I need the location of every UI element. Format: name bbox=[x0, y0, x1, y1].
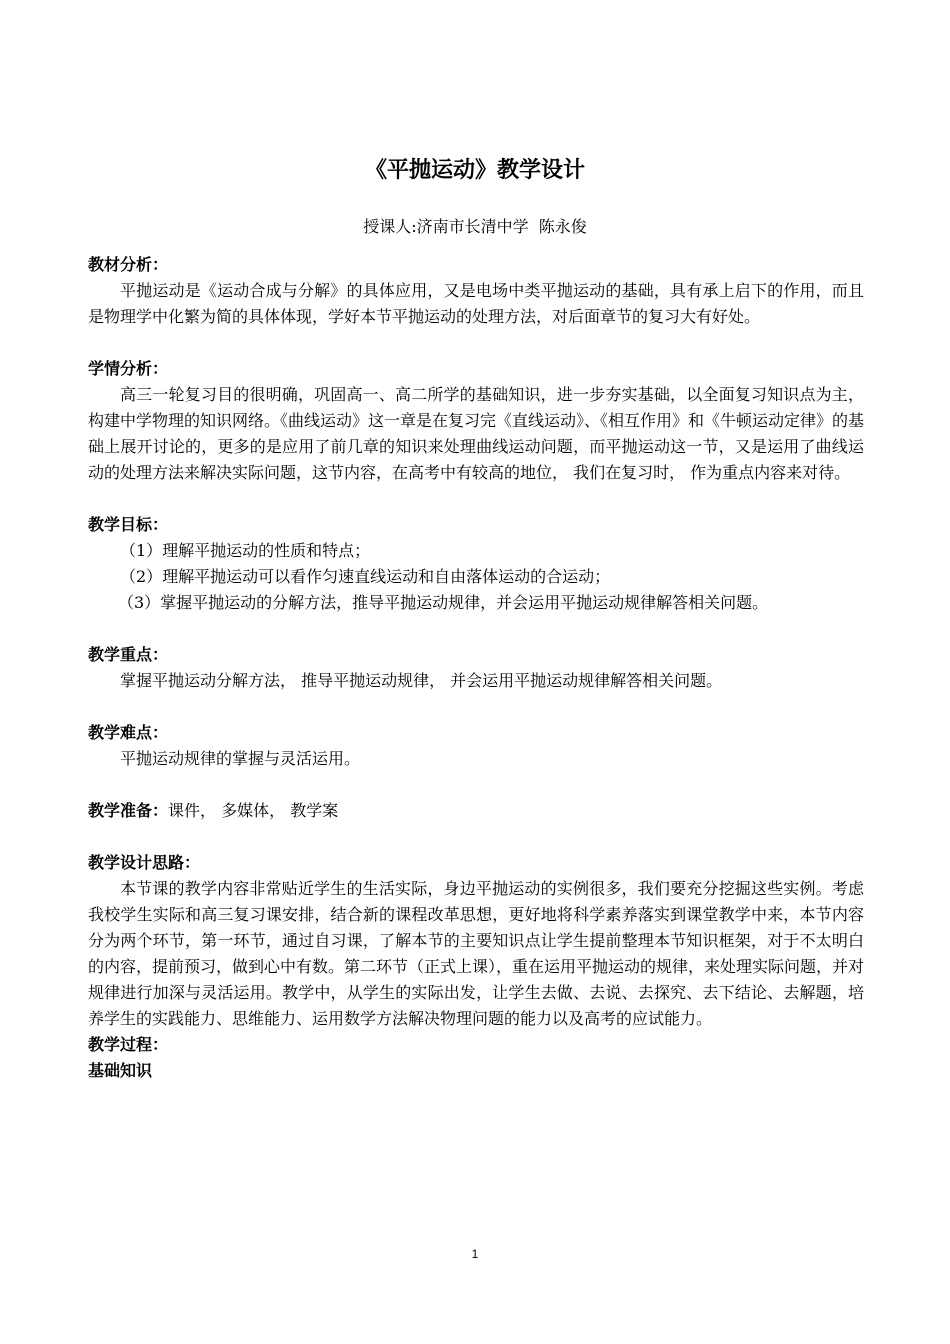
goal-item-2: （2）理解平抛运动可以看作匀速直线运动和自由落体运动的合运动； bbox=[120, 567, 611, 586]
spacer bbox=[88, 772, 864, 798]
goal-item-3: （3）掌握平抛运动的分解方法，推导平抛运动规律，并会运用平抛运动规律解答相关问题。 bbox=[118, 593, 769, 612]
goal-item-1: （1）理解平抛运动的性质和特点； bbox=[120, 541, 371, 560]
material-text: 平抛运动是《运动合成与分解》的具体应用，又是电场中类平抛运动的基础，具有承上启下的作用，而且是物理学中化繁为简的具体体现，学好本节平抛运动的处理方法，对后面章节的复习大有好处。 bbox=[88, 281, 864, 326]
preparation-text: 课件， 多媒体， 教学案 bbox=[168, 801, 339, 820]
process-heading: 教学过程： bbox=[88, 1035, 169, 1054]
design-text: 本节课的教学内容非常贴近学生的生活实际，身边平抛运动的实例很多，我们要充分挖掘这些实例。考虑我校学生实际和高三复习课安排，结合新的课程改革思想，更好地将科学素养落实到课堂教学中来，本节内容分为两个环节，第一环节，通过自习课，了解本节的主要知识点让学生提前整理本节知识框架，对于不太明白的内容，提前预习，做到心中有数。第二环节（正式上课），重在运用平抛运动的规律，来处理实际问题，并对规律进行加深与灵活运用。教学中，从学生的实际出发，让学生去做、去说、去探究、去下结论、去解题，培养学生的实践能力、思维能力、运用数学方法解决物理问题的能力以及高考的应试能力。 bbox=[88, 879, 865, 1028]
process-subheading: 基础知识 bbox=[88, 1061, 153, 1080]
document-author: 授课人:济南市长清中学 陈永俊 bbox=[363, 217, 587, 236]
spacer bbox=[88, 824, 864, 850]
difficulties-heading: 教学难点： bbox=[88, 723, 169, 742]
spacer bbox=[88, 486, 864, 512]
design-heading: 教学设计思路： bbox=[88, 853, 201, 872]
spacer bbox=[88, 330, 864, 356]
spacer bbox=[88, 694, 864, 720]
preparation-line bbox=[88, 798, 864, 824]
students-text: 高三一轮复习目的很明确，巩固高一、高二所学的基础知识，进一步夯实基础，以全面复习知识点为主，构建中学物理的知识网络。《曲线运动》这一章是在复习完《直线运动》、《相互作用》和《牛顿运动定律》的基础上展开讨论的，更多的是应用了前几章的知识来处理曲线运动问题，而平抛运动这一节，又是运用了曲线运动的处理方法来解决实际问题，这节内容，在高考中有较高的地位， 我们在复习时， 作为重点内容来对待。 bbox=[88, 385, 865, 482]
preparation-heading: 教学准备： bbox=[88, 801, 169, 820]
spacer bbox=[88, 616, 864, 642]
difficulties-text: 平抛运动规律的掌握与灵活运用。 bbox=[120, 749, 361, 768]
document-title: 《平抛运动》教学设计 bbox=[364, 158, 585, 183]
students-heading: 学情分析： bbox=[88, 359, 169, 378]
keypoints-text: 掌握平抛运动分解方法， 推导平抛运动规律， 并会运用平抛运动规律解答相关问题。 bbox=[120, 671, 723, 690]
document-body bbox=[88, 252, 864, 1084]
keypoints-heading: 教学重点： bbox=[88, 645, 169, 664]
goals-heading: 教学目标： bbox=[88, 515, 169, 534]
material-heading: 教材分析： bbox=[88, 255, 169, 274]
page-number: 1 bbox=[471, 1247, 479, 1261]
